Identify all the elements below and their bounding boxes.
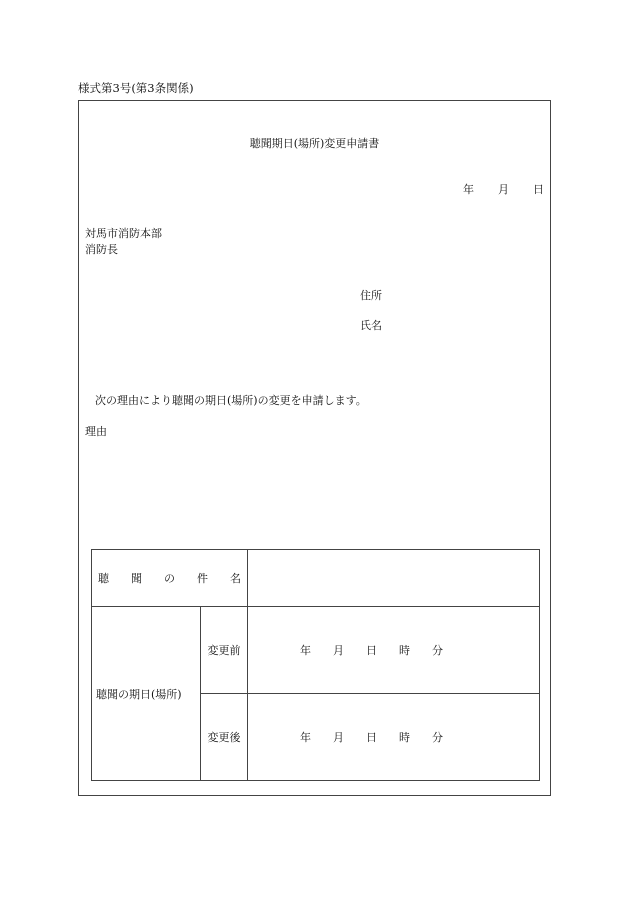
before-change-row [92, 607, 540, 694]
case-label-char: 件 [197, 572, 208, 585]
datetime-minute-label: 分 [432, 731, 443, 744]
datetime-month-label: 月 [333, 644, 344, 657]
case-label-char: 名 [230, 572, 241, 585]
request-statement: 次の理由により聴聞の期日(場所)の変更を申請します。 [95, 394, 367, 407]
case-label-char: の [164, 572, 175, 585]
datetime-day-label: 日 [366, 644, 377, 657]
after-change-label: 変更後 [201, 694, 248, 781]
reason-label: 理由 [85, 425, 107, 438]
datetime-month-label: 月 [333, 731, 344, 744]
recipient-title: 消防長 [85, 243, 118, 256]
case-name-row [92, 550, 540, 607]
date-year-label: 年 [463, 183, 474, 196]
case-name-label-cell [92, 550, 248, 607]
datetime-hour-label: 時 [399, 731, 410, 744]
datetime-hour-label: 時 [399, 644, 410, 657]
case-label-char: 聴 [98, 572, 109, 585]
applicant-address-label: 住所 [360, 289, 382, 302]
form-number-label: 様式第3号(第3条関係) [78, 81, 194, 95]
form-frame [78, 100, 551, 796]
datetime-year-label: 年 [300, 644, 311, 657]
document-title: 聴聞期日(場所)変更申請書 [249, 137, 380, 150]
case-name-value-cell[interactable] [248, 550, 540, 607]
applicant-name-label: 氏名 [360, 319, 382, 332]
case-label-char: 聞 [131, 572, 142, 585]
recipient-organization: 対馬市消防本部 [85, 227, 162, 240]
before-change-datetime-cell[interactable] [248, 607, 540, 694]
datetime-day-label: 日 [366, 731, 377, 744]
hearing-detail-table [91, 549, 540, 781]
datetime-minute-label: 分 [432, 644, 443, 657]
date-month-label: 月 [498, 183, 509, 196]
date-line [463, 181, 544, 197]
before-change-label: 変更前 [201, 607, 248, 694]
hearing-period-label: 聴聞の期日(場所) [92, 607, 201, 781]
date-day-label: 日 [533, 183, 544, 196]
after-change-datetime-cell[interactable] [248, 694, 540, 781]
datetime-year-label: 年 [300, 731, 311, 744]
